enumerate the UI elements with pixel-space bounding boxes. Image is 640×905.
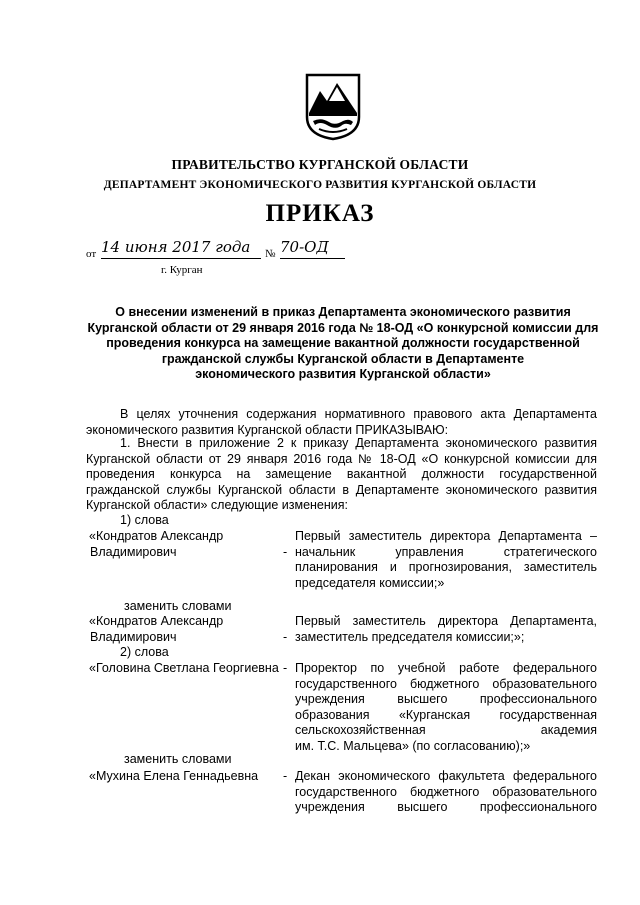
entry-2-dash: -	[283, 630, 288, 644]
position-line: председателя комиссии;»	[295, 575, 445, 590]
text-line: Курганской области от 29 января 2016 года № 18-ОД «О конкурсной комиссии для	[86, 451, 597, 466]
position-line: Первый заместитель директора Департамента –	[295, 529, 597, 543]
position-line: Декан экономического факультета федерального	[295, 769, 597, 783]
order-number: 70-ОД	[280, 238, 345, 259]
text-line: гражданской службы Курганской области в Департаменте экономического развития	[86, 482, 597, 497]
subject-line: О внесении изменений в приказ Департамента экономического развития	[115, 305, 571, 319]
entry-3-dash: -	[283, 661, 288, 675]
number-label: №	[265, 248, 276, 260]
text-line: В целях уточнения содержания нормативного правового акта Департамента	[120, 407, 597, 421]
entry-1-name	[89, 529, 223, 560]
position-line: планирования и прогнозирования, заместитель	[295, 560, 597, 574]
from-label: от	[86, 248, 97, 260]
position-line: начальник управления стратегического	[295, 544, 597, 559]
position-line: учреждения высшего профессионального	[295, 800, 597, 814]
text-line: 1. Внести в приложение 2 к приказу Департамента экономического развития	[120, 436, 597, 450]
position-line: Проректор по учебной работе федерального	[295, 661, 597, 675]
entry-4-position	[295, 769, 597, 816]
order-subject	[86, 305, 600, 383]
order-date: 14 июня 2017 года	[101, 238, 261, 259]
entry-4-name: «Мухина Елена Геннадьевна	[89, 769, 259, 783]
entry-1-position	[295, 529, 597, 591]
position-line: Первый заместитель директора Департамента,	[295, 614, 597, 628]
text-line: экономического развития Курганской области ПРИКАЗЫВАЮ:	[86, 422, 449, 437]
name-line: «Кондратов Александр	[89, 614, 224, 628]
city-label: г. Курган	[161, 264, 203, 276]
intro-paragraph	[86, 407, 597, 438]
position-line: государственного бюджетного образовательного	[295, 676, 597, 691]
subject-line: экономического развития Курганской области»	[195, 367, 491, 381]
position-line: им. Т.С. Мальцева» (по согласованию);»	[295, 738, 531, 753]
entry-2-name	[89, 614, 223, 645]
name-line: «Кондратов Александр	[89, 529, 224, 543]
department-name: ДЕПАРТАМЕНТ ЭКОНОМИЧЕСКОГО РАЗВИТИЯ КУРГАНСКОЙ ОБЛАСТИ	[103, 179, 537, 191]
position-line: государственного бюджетного образовательного	[295, 784, 597, 799]
subject-line: Курганской области от 29 января 2016 года № 18-ОД «О конкурсной комиссии для	[87, 320, 599, 335]
name-line: Владимирович	[90, 629, 177, 644]
subject-line: проведения конкурса на замещение вакантной должности государственной	[106, 336, 580, 350]
coat-of-arms-emblem	[305, 73, 361, 141]
text-line: проведения конкурса на замещение вакантной должности государственной	[86, 467, 597, 481]
entry-3-name: «Головина Светлана Георгиевна	[89, 661, 279, 675]
replace-label-1: заменить словами	[124, 599, 232, 613]
entry-1-dash: -	[283, 545, 288, 559]
subject-line: гражданской службы Курганской области в Департаменте	[161, 351, 525, 366]
entry-2-position	[295, 614, 597, 645]
replace-label-2: заменить словами	[124, 752, 232, 766]
government-name: ПРАВИТЕЛЬСТВО КУРГАНСКОЙ ОБЛАСТИ	[171, 157, 469, 172]
subitem-1-label: 1) слова	[120, 513, 169, 527]
position-line: сельскохозяйственная академия	[295, 723, 597, 737]
document-type-title: ПРИКАЗ	[265, 200, 375, 227]
entry-3-position	[295, 661, 597, 754]
item-1-paragraph	[86, 436, 597, 514]
text-line: Курганской области» следующие изменения:	[86, 498, 348, 512]
subitem-2-label: 2) слова	[120, 645, 169, 659]
position-line: учреждения высшего профессионального	[295, 692, 597, 706]
position-line: образования «Курганская государственная	[295, 707, 597, 722]
position-line: заместитель председателя комиссии;»;	[295, 629, 525, 644]
entry-4-dash: -	[283, 769, 288, 783]
name-line: Владимирович	[90, 544, 177, 559]
